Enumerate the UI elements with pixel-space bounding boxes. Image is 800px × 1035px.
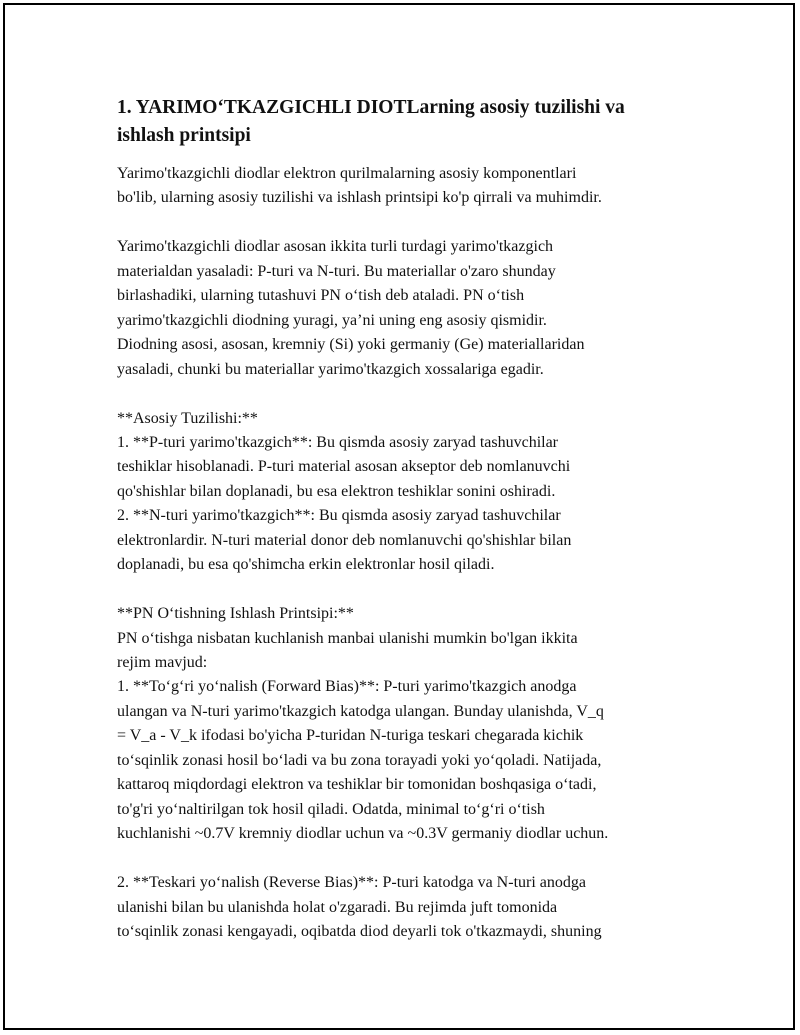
text-line: kattaroq miqdordagi elektron va teshiklar bir tomonidan boshqasiga o‘tadi, (117, 776, 597, 794)
text-line: PN o‘tishga nisbatan kuchlanish manbai ulanishi mumkin bo'lgan ikkita (117, 629, 578, 647)
text-line: Yarimo'tkazgichli diodlar elektron qurilmalarning asosiy komponentlari (117, 165, 577, 182)
text-line: ulanishi bilan bu ulanishda holat o'zgaradi. Bu rejimda juft tomonida (117, 898, 558, 916)
text-line: 1. **P-turi yarimo'tkazgich**: Bu qismda asosiy zaryad tashuvchilar (117, 433, 559, 451)
text-line: = V_a - V_k ifodasi bo'yicha P-turidan N-turiga teskari chegarada kichik (117, 727, 584, 745)
text-line: 2. **Teskari yo‘nalish (Reverse Bias)**: P-turi katodga va N-turi anodga (117, 874, 586, 892)
paragraph-working-principle (117, 602, 692, 847)
text-line: teshiklar hisoblanadi. P-turi material asosan akseptor deb nomlanuvchi (117, 458, 571, 476)
text-line: doplanadi, bu esa qo'shimcha erkin elektronlar hosil qiladi. (117, 556, 495, 574)
document-body (117, 162, 692, 944)
paragraph-reverse-bias (117, 871, 692, 944)
text-line: kuchlanishi ~0.7V kremniy diodlar uchun va ~0.3V germaniy diodlar uchun. (117, 825, 609, 843)
text-line: yarimo'tkazgichli diodning yuragi, ya’ni uning eng asosiy qismidir. (117, 311, 547, 329)
text-line: **PN O‘tishning Ishlash Printsipi:** (117, 605, 354, 623)
title-line: 1. YARIMO‘TKAZGICHLI DIOTLarning asosiy tuzilishi va (117, 97, 625, 118)
text-line: to'g'ri yo‘naltirilgan tok hosil qiladi. Odatda, minimal to‘g‘ri o‘tish (117, 800, 545, 818)
text-line: Yarimo'tkazgichli diodlar asosan ikkita turli turdagi yarimo'tkazgich (117, 238, 554, 256)
text-line: birlashadiki, ularning tutashuvi PN o‘tish deb ataladi. PN o‘tish (117, 287, 525, 305)
text-line: 2. **N-turi yarimo'tkazgich**: Bu qismda asosiy zaryad tashuvchilar (117, 507, 561, 525)
paragraph-intro (117, 162, 692, 211)
text-line: rejim mavjud: (117, 654, 208, 672)
text-line: to‘sqinlik zonasi hosil bo‘ladi va bu zona torayadi yoki yo‘qoladi. Natijada, (117, 751, 602, 769)
paragraph-materials (117, 235, 692, 382)
text-line: elektronlardir. N-turi material donor deb nomlanuvchi qo'shishlar bilan (117, 531, 572, 549)
document-content (117, 94, 692, 944)
text-line: bo'lib, ularning asosiy tuzilishi va ishlash printsipi ko'p qirrali va muhimdir. (117, 189, 602, 207)
title-line: ishlash printsipi (117, 125, 251, 146)
text-line: 1. **To‘g‘ri yo‘nalish (Forward Bias)**: P-turi yarimo'tkazgich anodga (117, 678, 577, 696)
text-line: materialdan yasaladi: P-turi va N-turi. Bu materiallar o'zaro shunday (117, 262, 556, 280)
document-title (117, 94, 692, 150)
text-line: qo'shishlar bilan doplanadi, bu esa elektron teshiklar sonini oshiradi. (117, 482, 556, 500)
text-line: Diodning asosi, asosan, kremniy (Si) yoki germaniy (Ge) materiallaridan (117, 336, 585, 354)
paragraph-structure (117, 407, 692, 578)
text-line: ulangan va N-turi yarimo'tkazgich katodga ulangan. Bunday ulanishda, V_q (117, 702, 604, 720)
text-line: to‘sqinlik zonasi kengayadi, oqibatda diod deyarli tok o'tkazmaydi, shuning (117, 922, 602, 940)
text-line: yasaladi, chunki bu materiallar yarimo'tkazgich xossalariga egadir. (117, 360, 544, 378)
text-line: **Asosiy Tuzilishi:** (117, 409, 258, 427)
